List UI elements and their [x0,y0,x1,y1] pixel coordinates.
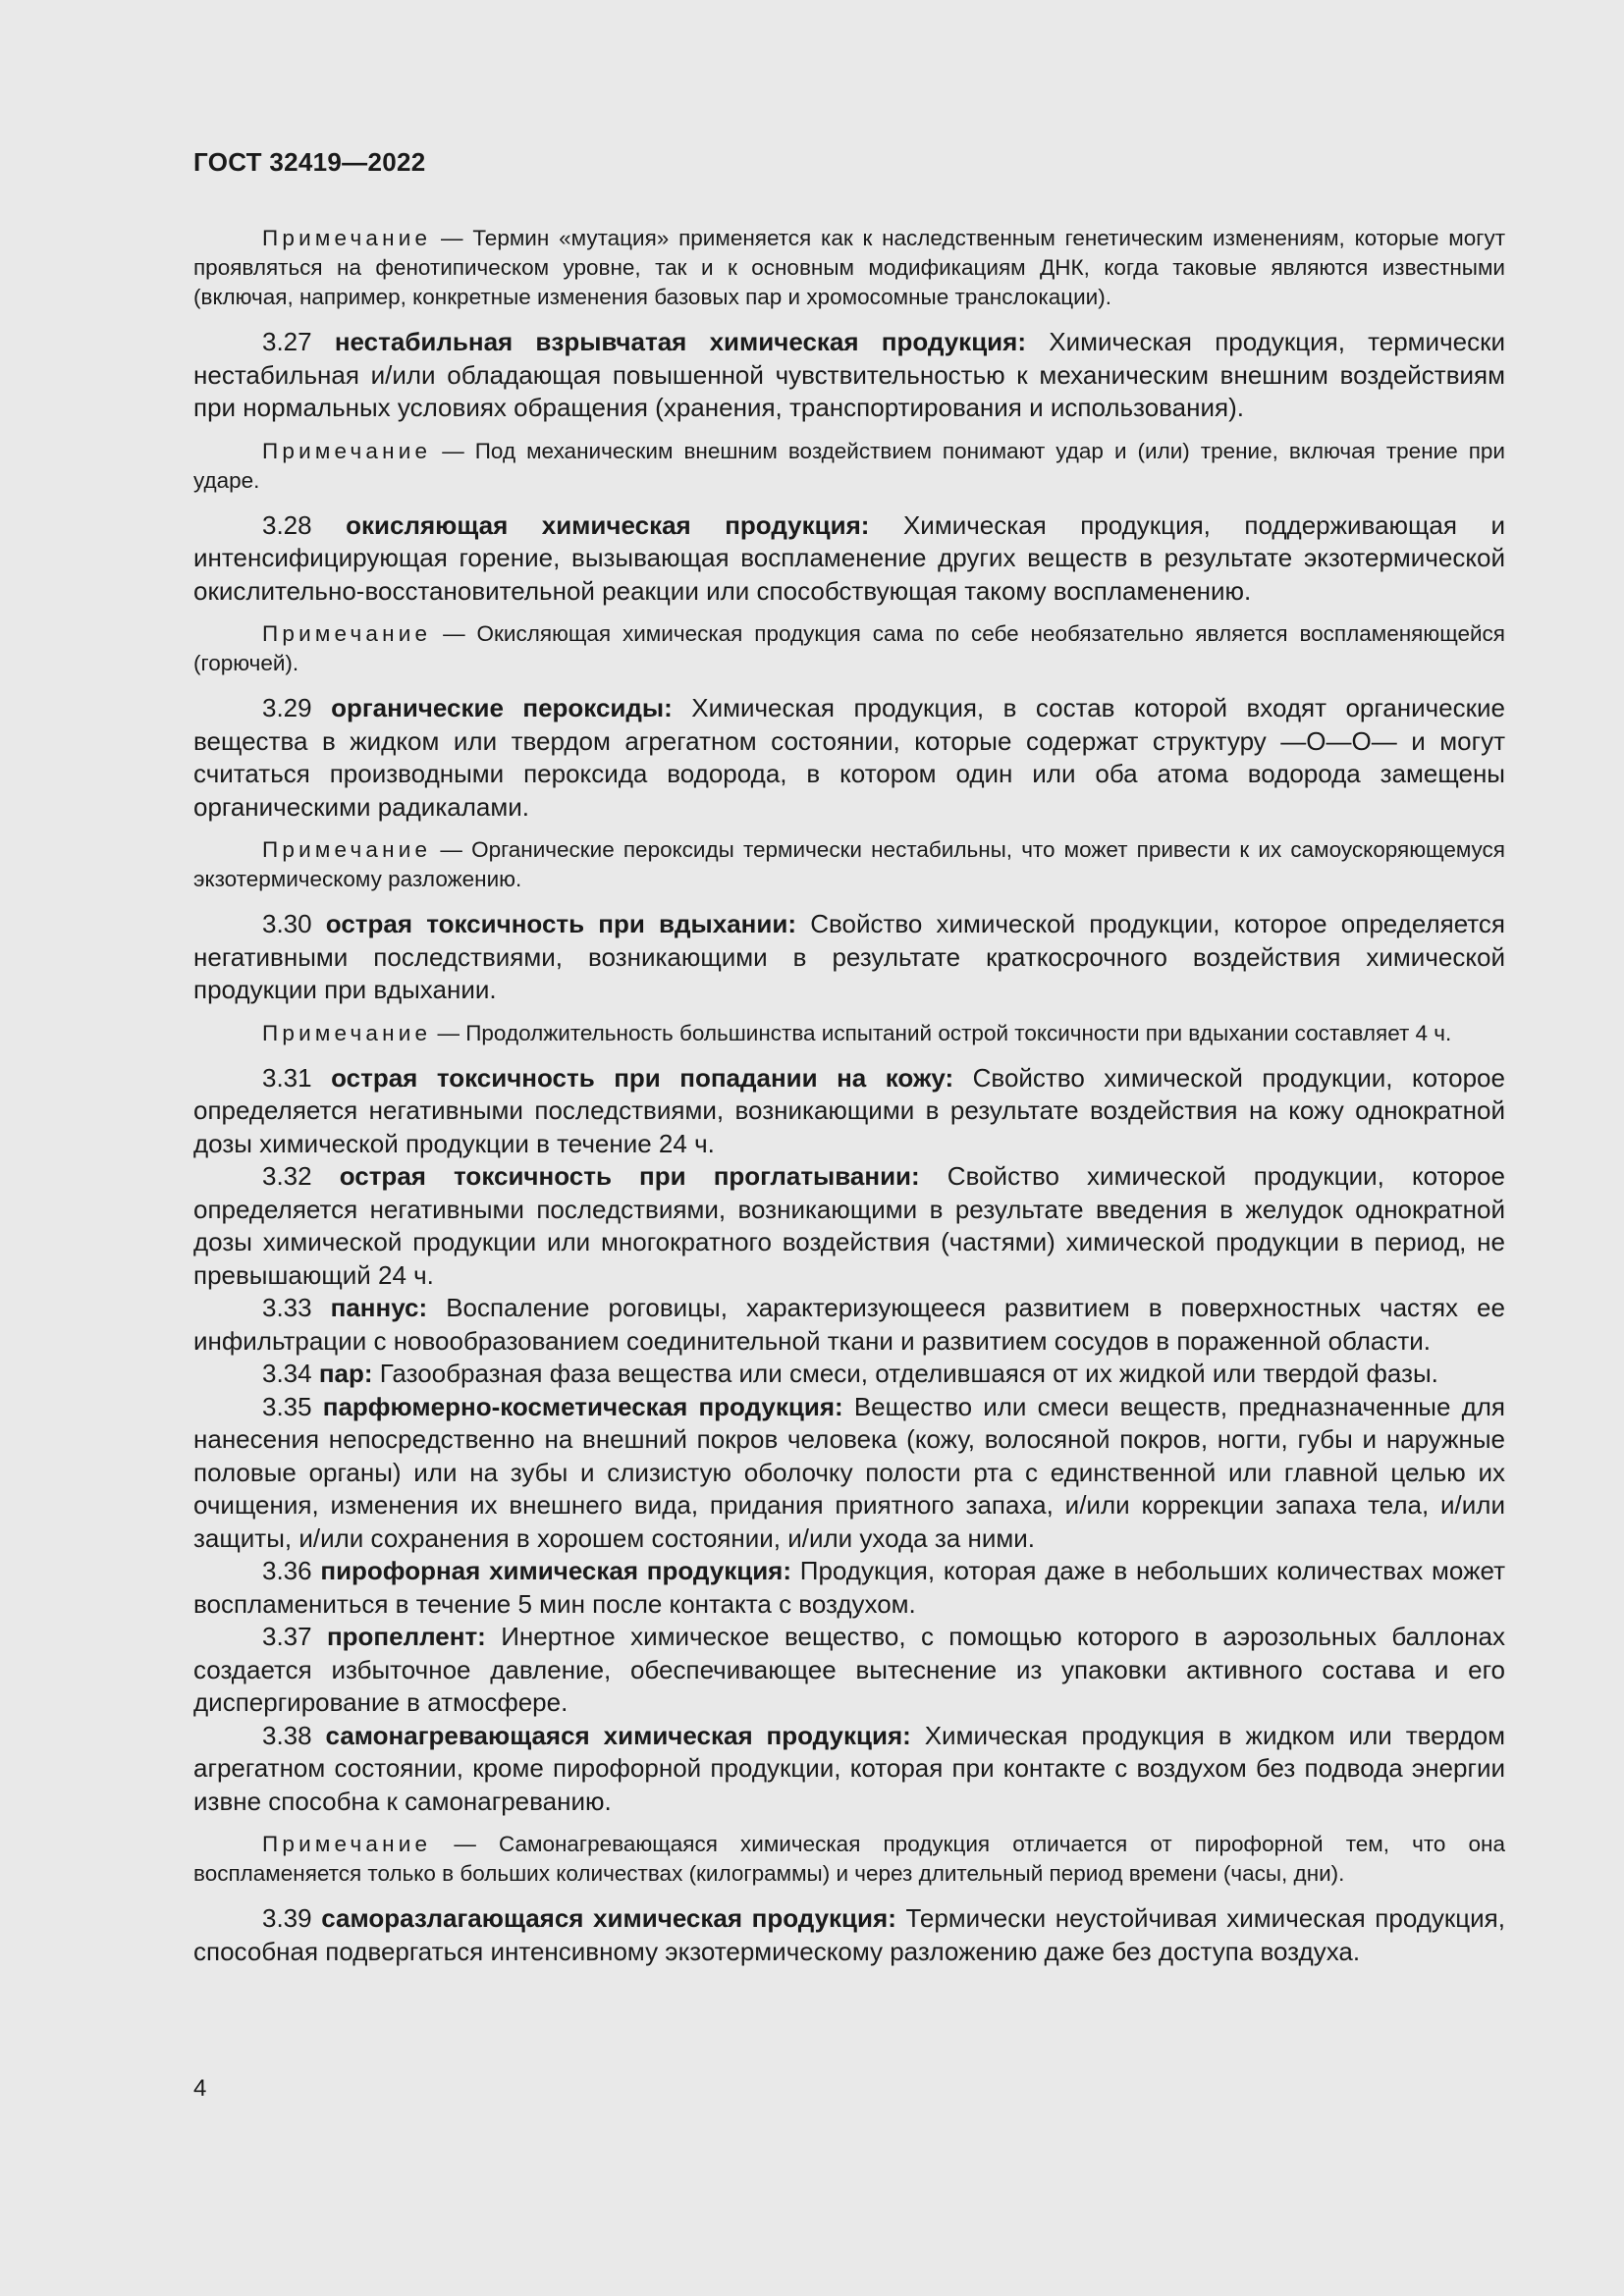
term-number: 3.32 [262,1161,312,1191]
term-title: паннус: [330,1293,428,1322]
term-definition: Термически неустойчивая химическая продукция, способная подвергаться интенсивному экзотермическому разложению даже без доступа воздуха. [193,1903,1505,1966]
term-number: 3.35 [262,1391,312,1421]
term-3-29 [193,692,1505,824]
term-number: 3.38 [262,1720,312,1750]
note-text: Под механическим внешним воздействием понимают удар и (или) трение, включая трение при ударе. [193,438,1505,493]
term-3-30 [193,908,1505,1007]
term-3-32 [193,1160,1505,1292]
term-3-28 [193,509,1505,609]
term-title: органические пероксиды: [331,693,673,722]
term-3-38 [193,1720,1505,1819]
term-3-39 [193,1902,1505,1968]
term-number: 3.33 [262,1293,312,1322]
term-title: саморазлагающаяся химическая продукция: [321,1903,896,1933]
term-number: 3.29 [262,693,312,722]
note-mutation [193,224,1505,312]
note-3-27 [193,437,1505,496]
term-title: острая токсичность при вдыхании: [325,909,796,938]
note-3-38 [193,1830,1505,1889]
term-definition: Продукция, которая даже в небольших количествах может воспламениться в течение 5 мин после контакта с воздухом. [193,1556,1505,1619]
note-label: Примечание [262,837,432,862]
note-label: Примечание [262,1020,432,1045]
note-text: Органические пероксиды термически нестабильны, что может привести к их самоускоряющемуся экзотермическому разложению. [193,837,1505,891]
term-definition: Химическая продукция в жидком или твердом агрегатном состоянии, кроме пирофорной продукции, которая при контакте с воздухом без подвода энергии извне способна к самонагреванию. [193,1720,1505,1816]
note-dash: — [431,837,472,862]
term-definition: Химическая продукция, термически нестабильная и/или обладающая повышенной чувствительностью к механическим внешним воздействиям при нормальных условиях обращения (хранения, транспортирования и использования). [193,327,1505,422]
term-title: нестабильная взрывчатая химическая продукция: [334,327,1026,356]
term-definition: Химическая продукция, поддерживающая и интенсифицирующая горение, вызывающая воспламенение других веществ в результате экзотермической окислительно-восстановительной реакции или способствующая такому воспламенению. [193,509,1505,606]
term-3-33 [193,1292,1505,1358]
term-title: парфюмерно-косметическая продукция: [322,1391,843,1421]
term-3-36 [193,1555,1505,1621]
term-3-35 [193,1391,1505,1556]
note-text: Самонагревающаяся химическая продукция отличается от пирофорной тем, что она воспламеняется только в больших количествах (килограммы) и через длительный период времени (часы, дни). [193,1832,1505,1886]
note-label: Примечание [262,621,432,646]
note-dash: — [431,1832,499,1856]
term-definition: Химическая продукция, в состав которой входят органические вещества в жидком или твердом агрегатном состоянии, которые содержат структуру —О—О— и могут считаться производными пероксида водорода, в котором один или оба атома водорода замещены органическими радикалами. [193,693,1506,822]
note-label: Примечание [262,438,432,463]
note-dash: — [431,226,473,250]
term-definition: Воспаление роговицы, характеризующееся развитием в поверхностных частях ее инфильтрации с новообразованием соединительной ткани и развитием сосудов в пораженной области. [193,1293,1505,1356]
note-text: Продолжительность большинства испытаний острой токсичности при вдыхании составляет 4 ч. [465,1020,1452,1045]
term-title: пирофорная химическая продукция: [320,1556,792,1585]
note-3-29 [193,835,1505,894]
term-title: острая токсичность при попадании на кожу: [331,1062,954,1093]
term-number: 3.34 [262,1359,312,1388]
term-3-34 [193,1358,1505,1391]
page-number: 4 [193,2075,207,2102]
note-3-28 [193,619,1505,678]
term-definition: Свойство химической продукции, которое определяется негативными последствиями, возникающими в результате введения в желудок однократной дозы химической продукции или многократного воздействия (частями) химической продукции в период, не превышающий 24 ч. [193,1161,1505,1290]
term-number: 3.36 [262,1556,312,1585]
term-definition: Инертное химическое вещество, с помощью которого в аэрозольных баллонах создается избыточное давление, обеспечивающее вытеснение из упаковки активного состава и его диспергирование в атмосфере. [193,1622,1505,1717]
term-3-37 [193,1621,1505,1720]
note-dash: — [431,1020,466,1045]
note-label: Примечание [262,226,432,250]
term-definition: Свойство химической продукции, которое определяется негативными последствиями, возникающими в результате воздействия на кожу однократной дозы химической продукции в течение 24 ч. [193,1062,1505,1158]
term-number: 3.37 [262,1622,312,1651]
document-code: ГОСТ 32419—2022 [193,147,426,177]
term-definition: Свойство химической продукции, которое определяется негативными последствиями, возникающими в результате краткосрочного воздействия химической продукции при вдыхании. [193,909,1505,1004]
note-text: Окисляющая химическая продукция сама по себе необязательно является воспламеняющейся (горючей). [193,621,1505,675]
term-number: 3.39 [262,1903,312,1933]
term-number: 3.30 [262,909,312,938]
term-definition: Газообразная фаза вещества или смеси, отделившаяся от их жидкой или твердой фазы. [379,1359,1438,1388]
note-dash: — [431,621,477,646]
term-title: острая токсичность при проглатывании: [339,1161,920,1191]
term-definition: Вещество или смеси веществ, предназначенные для нанесения непосредственно на внешний покров человека (кожу, волосяной покров, ногти, губы и наружные половые органы) или на зубы и слизистую оболочку полости рта с единственной или главной целью их очищения, изменения их внешнего вида, придания приятного запаха, и/или коррекции запаха тела, и/или защиты, и/или сохранения в хорошем состоянии, и/или ухода за ними. [193,1391,1505,1553]
term-title: пар: [318,1359,373,1388]
page-content [193,224,1505,1968]
note-label: Примечание [262,1832,432,1856]
note-3-30 [193,1019,1505,1048]
term-number: 3.28 [262,509,312,540]
term-title: пропеллент: [326,1622,486,1651]
note-text: Термин «мутация» применяется как к наследственным генетическим изменениям, которые могут проявляться на фенотипическом уровне, так и к основным модификациям ДНК, когда таковые являются известными (включая, например, конкретные изменения базовых пар и хромосомные транслокации). [193,226,1505,309]
term-number: 3.27 [262,327,312,356]
term-3-31 [193,1062,1505,1161]
term-title: окисляющая химическая продукция: [346,509,870,540]
term-number: 3.31 [262,1062,312,1093]
note-dash: — [431,438,475,463]
term-3-27 [193,326,1505,425]
term-title: самонагревающаяся химическая продукция: [325,1720,911,1750]
